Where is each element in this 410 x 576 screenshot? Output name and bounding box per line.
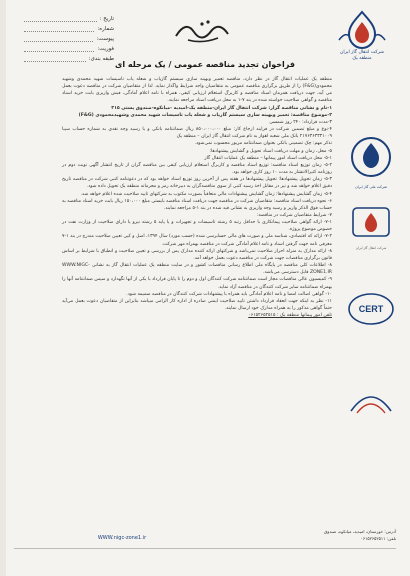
company-region: منطقه یک [352, 56, 372, 61]
meta-number [24, 24, 114, 34]
sidebar-caption: شرکت انتقال گاز ایران [355, 246, 387, 250]
meta-blank [24, 56, 86, 62]
meta-label: طبقه بندی: [88, 56, 114, 62]
paragraph: ۵-۴- زمان گشایش پیشنهادها: زمان گشایش پیشنهادات مالی متعاقباً بصورت مکتوب به شرکتهای تایید صلاحیت شده اعلام خواهد شد. [80, 191, 332, 197]
tender-body [62, 76, 332, 319]
paragraph: ۴-نوع و مبلغ تضمین شرکت در فرایند ارجاع کار: مبلغ ۸۵۰،۰۰۰،۰۰۰ ریال ضمانتنامه بانکی و یا رسید وجه نقدی به شماره حساب سیبا ۲۱۷۶۳۶۳۳۳۱۰۰۹ بانک ملی شعبه اهواز به نام شرکت انتقال گاز ایران – منطقه یک [62, 127, 332, 140]
meta-blank [24, 46, 94, 52]
meta-blank [24, 16, 97, 22]
meta-label: شماره: [97, 26, 114, 32]
paragraph: ۷-۱- ارائه گواهی صلاحیت پیمانکاری با حداقل رتبه ۵ رشته تاسیسات و تجهیزات و یا پایه ۵ رشته نیرو یا دارای صلاحیت از وزارت نفت در خصوص موضوع پروژه. [62, 220, 332, 233]
address-line: آدرس: خوزستان، امیدیه، میانکوه، صندوق [323, 529, 396, 534]
meta-label: فوریت: [97, 46, 114, 52]
meta-date [24, 14, 114, 24]
paragraph: تلفن امور پیمانها منطقه یک : ۰۶۱۵۲۶۵۲۵۱۵ [248, 313, 332, 319]
cert-label: CERT [358, 303, 384, 314]
paragraph: ۹- کمیسیون عالی مناقصات مجاز است ضمانتنامه شرکت کنندگان اول و دوم را تا پایان قرارداد با یکی از آنها نگهدارد و سپس ضمانتنامه آنها را بهمراه ضمانتنامه سایر شرکت کنندگان در مناقصه آزاد نماید. [62, 277, 332, 290]
paragraph: ۵-۱- محل دریافت اسناد امور پیمانها – منطقه یک عملیات انتقال گاز [204, 155, 332, 161]
nigc-logo-icon [335, 10, 389, 50]
tuv-cert-icon [346, 291, 396, 331]
nigc-seal-icon [349, 135, 393, 179]
paragraph: ۵-۲- زمان توزیع اسناد مناقصه: توزیع اسناد مناقصه و کاربرگ استعلام ارزیابی کیفی بین مناقصه گران از تاریخ انتشار آگهی نوبت دوم در روزنامه کثیرالانتشار به مدت ۱۰ روز کاری خواهد بود. [62, 162, 332, 176]
paragraph: ۷-۲- ارائه که اقتصادی، شناسه ملی و صورت های مالی حسابرسی شده (حسب مورد) سال ۱۳۹۴، اصل و کپی تعیین صلاحیت مندرج در بند ۱-۷ معرفی نامه جهت گرفتن اسناد و نامه اعلام آمادگی شرکت در مناقصه بهمراه مهر شرکت. [62, 234, 332, 247]
paragraph: ۲-موضوع مناقصه: تعمیر وبهینه سازی سیستم گازیاب و شعله یاب تاسیسات شهید محمدی وشهیدمحمودی (F&G) [78, 112, 332, 118]
company-logo-block [322, 10, 402, 62]
sidebar-caption: شرکت ملی گاز ایران [355, 185, 387, 189]
paragraph: ۸- اطلاعات کلی مناقصه در پایگاه ملی اطلاع رسانی مناقصات کشور و در سایت منطقه یک عملیات انتقال گاز به نشانی WWW.NIGC-ZONE1.IR قابل دسترسی می‌باشد. [62, 263, 332, 276]
paragraph: ۱-نام و نشانی مناقصه گزار: شرکت انتقال گاز ایران-منطقه یک-امیدیه -میانکوه-صندوق پستی ۳۱۵ [111, 105, 332, 111]
footer-address [276, 528, 396, 542]
paragraph: ۷- شرایط متقاضیان شرکت در مناقصه: [256, 212, 332, 218]
paragraph: تذکر مهم: چک تضمینی بانکی بعنوان ضمانتنامه مزبور محسوب نمی‌شود. [194, 141, 332, 147]
meta-label: پیوست: [96, 36, 114, 42]
footer-divider [14, 548, 396, 549]
company-name: شرکت انتقال گاز ایران [339, 50, 384, 55]
paragraph: ۳-مدت قرارداد: ۲۴۰ روز شمسی [269, 119, 332, 125]
website-link[interactable]: WWW.nigc-zone1.ir [97, 535, 147, 541]
spacer [338, 251, 404, 291]
company-emblem-icon [349, 204, 393, 240]
meta-attachment [24, 34, 114, 44]
spacer [338, 337, 404, 381]
letter-meta-fields [24, 14, 114, 64]
emblem-icon [345, 381, 397, 421]
meta-urgency [24, 44, 114, 54]
paragraph: ۸- ارائه مدارک به منزله احراز صلاحیت نمی‌باشد و شرکتهای ارائه کننده مدارک پس از بررسی و تعیین صلاحیت و انطباق با شرایط بر اساس قانون برگزاری مناقصات جهت شرکت در مناقصه دعوت بعمل خواهد آمد. [62, 248, 332, 261]
paragraph: ۱۱- نظر به اینکه جهت انعقاد قرارداد داشتن تایید صلاحیت ایمنی صادره از اداره کار الزامی میباشد بنابراین از متقاضیان دعوت بعمل می‌آید حتماً گواهی مذکور را به همراه مدارک خود ارسال نمایند. [62, 298, 332, 311]
page-title: فراخوان تجدید مناقصه عمومی / یک مرحله ای [115, 60, 295, 69]
paragraph: منطقه یک عملیات انتقال گاز در نظر دارد، مناقصه تعمیر وبهینه سازی سیستم گازیاب و شعله یاب تاسیسات شهید محمدی وشهید محمودی(F&G) را از طریق برگزاری مناقصه عمومی به متقاضیان واجد شرایط واگذار نماید. لذا از متقاضیان شرکت در مناقصه دعوت بعمل می آید، جهت دریافت همزمان اسناد مناقصه و کاربرگ استعلام ارزیابی کیفی، همراه با نامه اعلام آمادگی، فیش واریزی بابت خرید اسناد مناقصه و گواهی صلاحیت خواسته شده در بند ۷-۱ به محل دریافت اسناد مراجعه نمایند. [62, 77, 332, 104]
phone-line: تلفن: ۰۶۱۵۲۶۵۲۵۱۱ [360, 536, 396, 541]
spacer [338, 190, 404, 204]
paragraph: ۱۰- گواهی اصالت امضا و نامه اعلام آمادگی باید همراه با پیشنهادات شرکت کنندگان در مناقصه ضمیمه شود. [126, 291, 332, 297]
meta-label: تاریخ : [99, 16, 114, 22]
sidebar-logos [338, 135, 404, 427]
paragraph: ۵- محل، زمان و مهلت دریافت اسناد تحویل و گشایش پیشنهادها: [209, 148, 332, 154]
paragraph: ۵-۳- زمان تحویل پیشنهادها: تحویل پیشنهادها در هفته پس از آخرین روز توزیع اسناد خواهد بود که در دعوتنامه کتبی شرکت در مناقصه تاریخ دقیق اعلام خواهد شد و نیز در مقابل اخذ رسید کتبی از سوی مناقصه‌گران به دبیرخانه رمز و محرمانه منطقه یک تحویل داده شود. [62, 177, 332, 190]
calligraphy-icon [168, 14, 238, 48]
meta-classification [24, 54, 114, 64]
meta-blank [24, 26, 94, 32]
page-edge [0, 0, 6, 576]
meta-blank [24, 36, 93, 42]
paragraph: ۶- نحوه دریافت اسناد مناقصه: متقاضیان شرکت در مناقصه جهت دریافت اسناد مناقصه بایستی مبلغ ۱۵۰،۰۰۰ ریال بابت خرید اسناد مناقصه به حساب فوق الذکر واریز و رسید وجه واریزی به نشانی قید شده در بند ۱-۵ مراجعه نمایند. [62, 198, 332, 211]
